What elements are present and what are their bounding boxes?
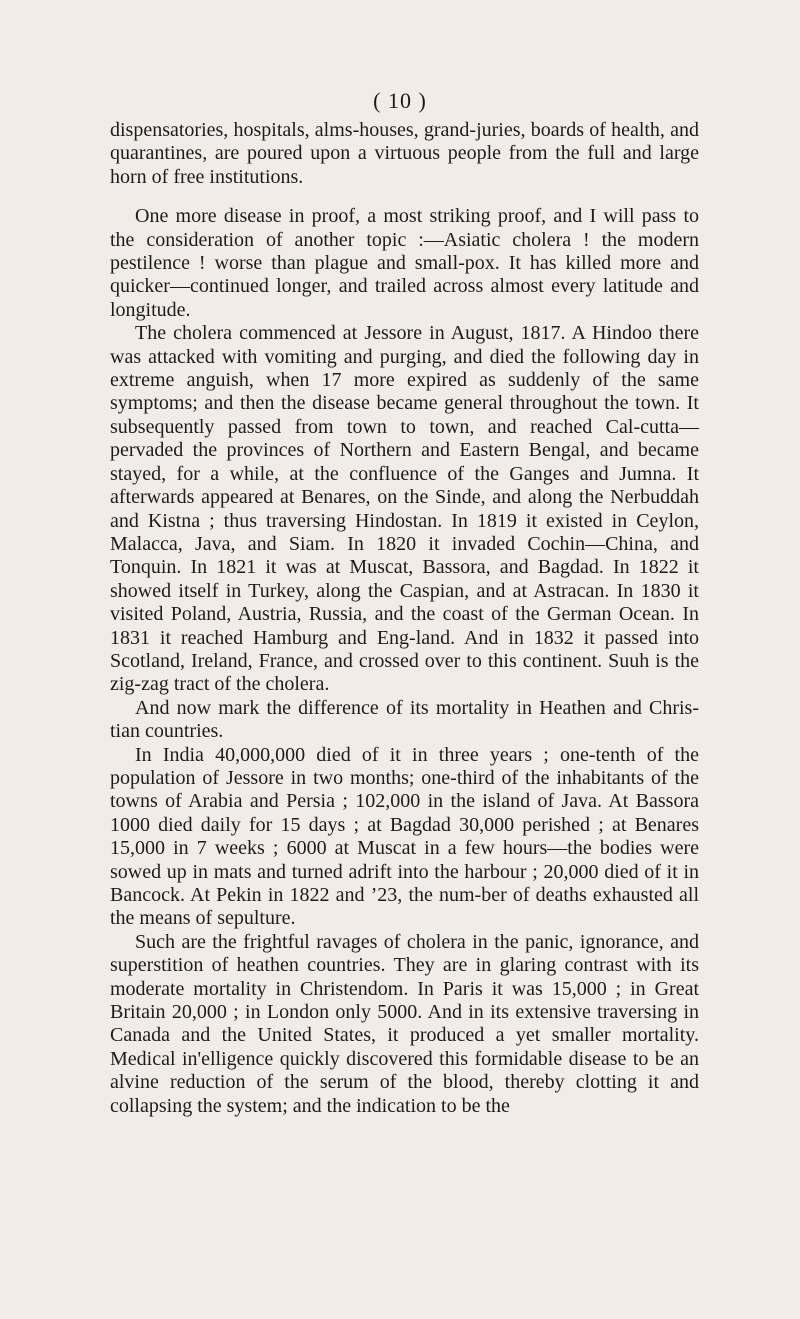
paragraph-india-mortality: In India 40,000,000 died of it in three years ; one-tenth of the population of Jessore in two months; one-third of the inhabitants of the towns of Arabia and Persia ; 102,000 in the island of Java. At Bassora 1000 died daily for 15 days ; at Bagdad 30,000 perished ; at Benares 15,000 in 7 weeks ; 6000 at Muscat in a few hours—the bodies were sowed up in mats and turned adrift into the harbour ; 20,000 died of it in Bancock. At Pekin in 1822 and ’23, the num-ber of deaths exhausted all the means of sepulture. bbox=[110, 743, 699, 930]
body-text bbox=[110, 119, 699, 1118]
page-number: ( 10 ) bbox=[373, 88, 427, 113]
paragraph-mortality-intro: And now mark the difference of its mortality in Heathen and Chris-tian countries. bbox=[110, 696, 699, 743]
paragraph-christendom-contrast: Such are the frightful ravages of cholera in the panic, ignorance, and superstition of heathen countries. They are in glaring contrast with its moderate mortality in Christendom. In Paris it was 15,000 ; in Great Britain 20,000 ; in London only 5000. And in its extensive traversing in Canada and the United States, it produced a yet smaller mortality. Medical in'elligence quickly discovered this formidable disease to be an alvine reduction of the serum of the blood, thereby clotting it and collapsing the system; and the indication to be the bbox=[110, 930, 699, 1117]
paragraph-cholera-spread: The cholera commenced at Jessore in August, 1817. A Hindoo there was attacked with vomiting and purging, and died the following day in extreme anguish, when 17 more expired as suddenly of the same symptoms; and then the disease became general throughout the town. It subsequently passed from town to town, and reached Cal-cutta—pervaded the provinces of Northern and Eastern Bengal, and became stayed, for a while, at the confluence of the Ganges and Jumna. It afterwards appeared at Benares, on the Sinde, and along the Nerbuddah and Kistna ; thus traversing Hindostan. In 1819 it existed in Ceylon, Malacca, Java, and Siam. In 1820 it invaded Cochin—China, and Tonquin. In 1821 it was at Muscat, Bassora, and Bagdad. In 1822 it showed itself in Turkey, along the Caspian, and at Astracan. In 1830 it visited Poland, Austria, Russia, and the coast of the German Ocean. In 1831 it reached Hamburg and Eng-land. And in 1832 it passed into Scotland, Ireland, France, and crossed over to this continent. Suuh is the zig-zag tract of the cholera. bbox=[110, 322, 699, 696]
paragraph-cholera-intro: One more disease in proof, a most striking proof, and I will pass to the consideration of another topic :—Asiatic cholera ! the modern pestilence ! worse than plague and small-pox. It has killed more and quicker—continued longer, and trailed across almost every latitude and longitude. bbox=[110, 205, 699, 321]
paragraph-continuation: dispensatories, hospitals, alms-houses, grand-juries, boards of health, and quarantines, are poured upon a virtuous people from the full and large horn of free institutions. bbox=[110, 119, 699, 188]
